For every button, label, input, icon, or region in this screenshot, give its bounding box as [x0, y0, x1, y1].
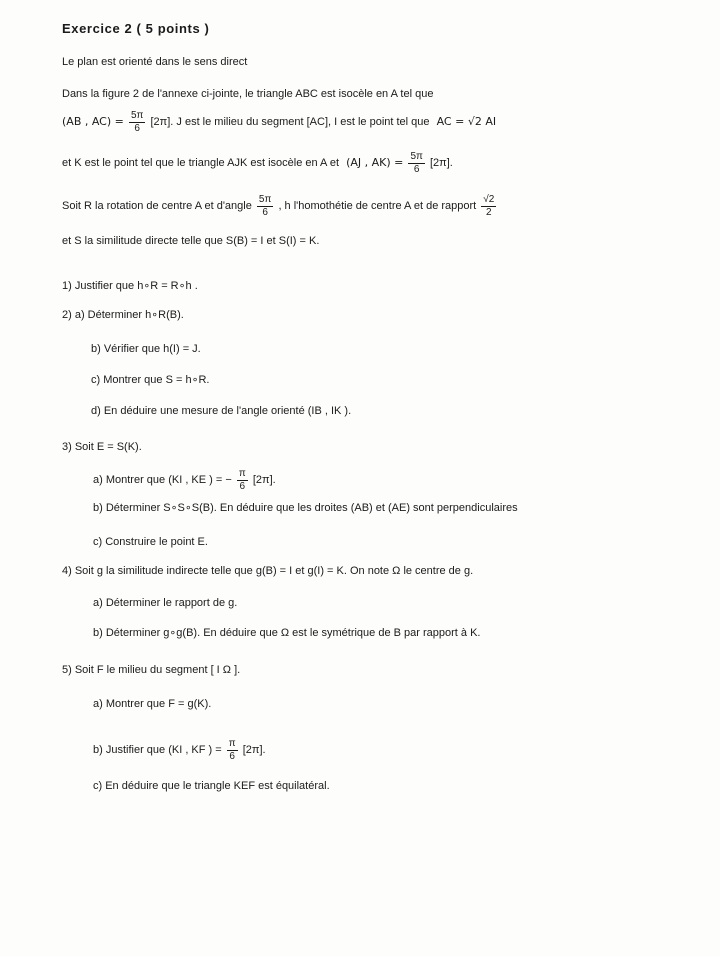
- intro-line-3: et K est le point tel que le triangle AJK est isocèle en A et (AJ , AK) = $\frac{5\pi}{6}$ [2π].: [62, 151, 453, 175]
- question-4a: a) Déterminer le rapport de g.: [93, 597, 238, 609]
- fraction-5pi-6: $\frac{5\pi}{6}$: [130, 110, 144, 134]
- question-5a: a) Montrer que F = g(K).: [93, 698, 212, 710]
- question-2c: c) Montrer que S = h∘R.: [91, 374, 210, 386]
- question-2b: b) Vérifier que h(I) = J.: [91, 343, 201, 355]
- question-3c: c) Construire le point E.: [93, 536, 208, 548]
- question-2d: d) En déduire une mesure de l'angle orienté (IB , IK ).: [91, 405, 352, 417]
- question-2a: 2) a) Déterminer h∘R(B).: [62, 309, 184, 321]
- intro-line-5: et S la similitude directe telle que S(B) = I et S(I) = K.: [62, 235, 320, 247]
- intro-line-2: [62, 110, 496, 134]
- fraction-5pi-6: $\frac{5\pi}{6}$: [410, 151, 423, 175]
- question-4: 4) Soit g la similitude indirecte telle que g(B) = I et g(I) = K. On note Ω le centre de g.: [62, 565, 474, 577]
- fraction-pi-6: $\frac{\pi}{6}$: [228, 738, 236, 762]
- intro-line-4: Soit R la rotation de centre A et d'angle $\frac{5\pi}{6}$ , h l'homothétie de centre A et de rapport $\frac{√2}{2}$: [62, 194, 495, 218]
- question-5: 5) Soit F le milieu du segment [ I Ω ].: [62, 664, 241, 676]
- question-5c: c) En déduire que le triangle KEF est équilatéral.: [93, 780, 330, 792]
- angle-ab-ac: (AB , AC) =: [62, 114, 124, 128]
- fraction-5pi-6: $\frac{5\pi}{6}$: [258, 194, 272, 218]
- question-4b: b) Déterminer g∘g(B). En déduire que Ω est le symétrique de B par rapport à K.: [93, 627, 481, 639]
- intro-line-2-text: [2π]. J est le milieu du segment [AC], I est le point tel que: [150, 115, 430, 128]
- intro-line-1: Dans la figure 2 de l'annexe ci-jointe, le triangle ABC est isocèle en A tel que: [62, 88, 434, 100]
- relation-ac-ai: AC = √2 AI: [436, 114, 497, 128]
- question-5b: b) Justifier que (KI , KF ) = $\frac{\pi}{6}$ [2π].: [93, 738, 266, 762]
- fraction-pi-6: $\frac{\pi}{6}$: [238, 468, 246, 492]
- orientation-statement: Le plan est orienté dans le sens direct: [62, 56, 248, 68]
- question-3: 3) Soit E = S(K).: [62, 441, 142, 453]
- question-1: 1) Justifier que h∘R = R∘h .: [62, 280, 198, 292]
- question-3a: a) Montrer que (KI , KE ) = − $\frac{\pi}{6}$ [2π].: [93, 468, 276, 492]
- fraction-sqrt2-2: $\frac{√2}{2}$: [483, 194, 495, 218]
- question-3b: b) Déterminer S∘S∘S(B). En déduire que les droites (AB) et (AE) sont perpendiculaires: [93, 502, 518, 514]
- angle-aj-ak: (AJ , AK) =: [346, 155, 404, 169]
- exercise-title: Exercice 2 ( 5 points ): [62, 21, 210, 36]
